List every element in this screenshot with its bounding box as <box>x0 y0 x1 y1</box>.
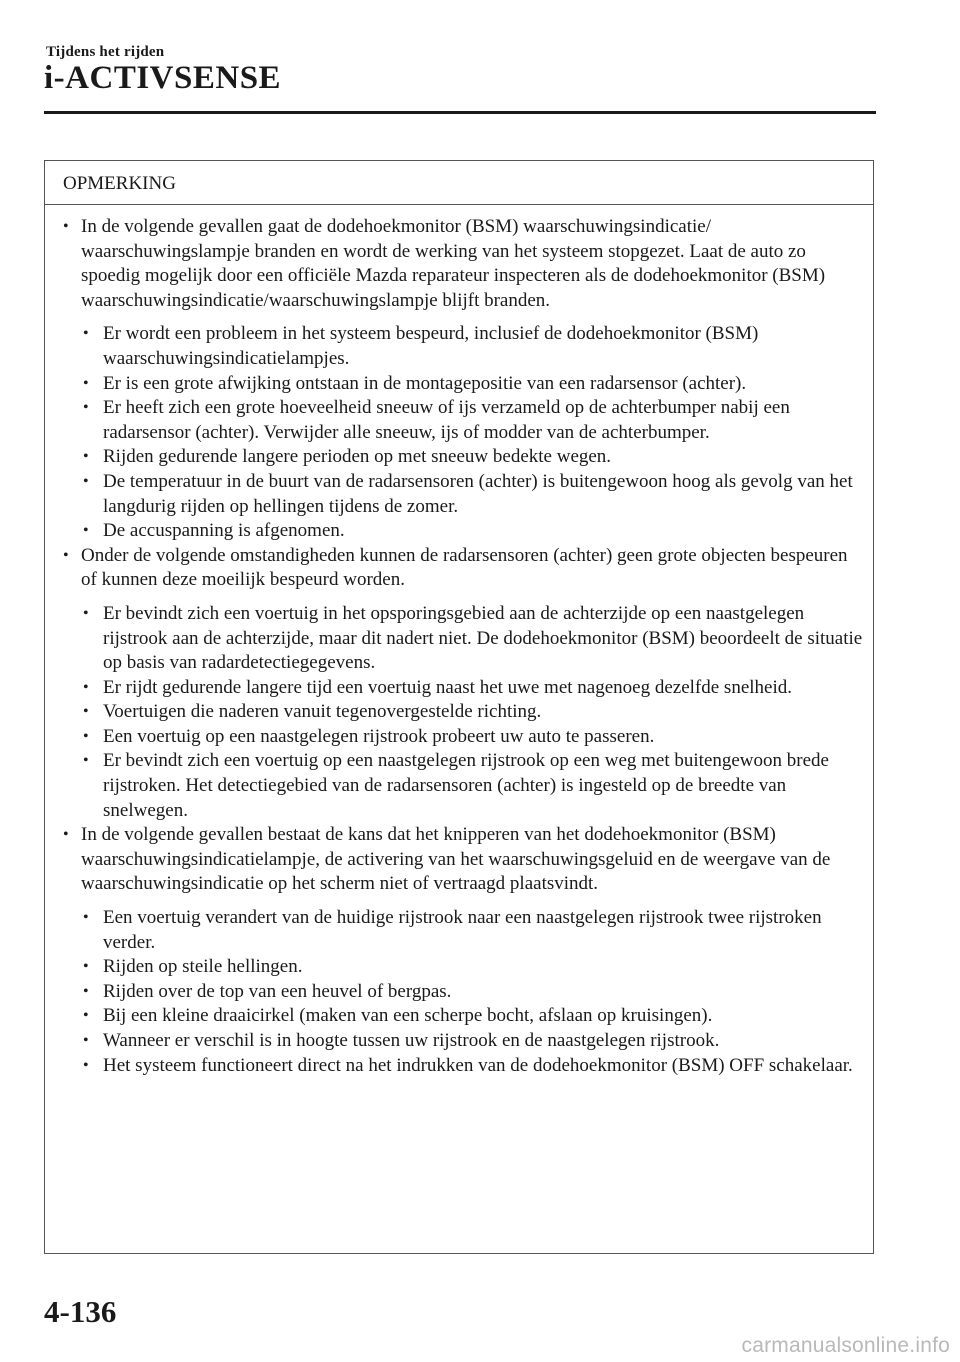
bullet-icon: • <box>83 325 89 343</box>
sub-list-item: • Er bevindt zich een voertuig op een naastgelegen rijstrook op een weg met buitengewoon brede rijstroken. Het detectiegebied van de radarsensoren (achter) is ingesteld op de breedte van snelwegen. <box>83 750 829 821</box>
note-heading: OPMERKING <box>45 161 873 205</box>
sub-list-item: • Rijden op steile hellingen. <box>83 955 863 980</box>
sub-list-item: • Rijden gedurende langere perioden op met sneeuw bedekte wegen. <box>83 445 863 470</box>
sub-list <box>63 602 863 823</box>
list-item-text: Onder de volgende omstandigheden kunnen de radarsensoren (achter) geen grote objecten bespeuren of kunnen deze moeilijk bespeurd worden. <box>81 544 848 591</box>
sub-list-item: • Er rijdt gedurende langere tijd een voertuig naast het uwe met nagenoeg dezelfde snelheid. <box>83 676 863 701</box>
sub-list-item: • Er is een grote afwijking ontstaan in de montagepositie van een radarsensor (achter). <box>83 372 863 397</box>
bullet-icon: • <box>83 703 89 721</box>
bullet-icon: • <box>63 826 69 844</box>
bullet-icon: • <box>83 1007 89 1025</box>
list-item <box>63 544 863 593</box>
list-item-text: In de volgende gevallen gaat de dodehoekmonitor (BSM) waarschuwingsindicatie/ waarschuwingslampje branden en wordt de werking van het systeem stopgezet. Laat de auto zo spoedig mogelijk door een officiële Mazda reparateur inspecteren als de dodehoekmonitor (BSM) waarschuwingsindicatie/waarschuwingslampje blijft branden. <box>81 216 826 311</box>
bullet-icon: • <box>83 1032 89 1049</box>
page-title: i-ACTIVSENSE <box>44 60 282 96</box>
sub-list-item: • Het systeem functioneert direct na het indrukken van de dodehoekmonitor (BSM) OFF schakelaar. <box>83 1054 863 1079</box>
note-box <box>44 160 874 1254</box>
bullet-icon: • <box>63 218 69 235</box>
bullet-icon: • <box>83 958 89 976</box>
sub-list-item: • Bij een kleine draaicirkel (maken van een scherpe bocht, afslaan op kruisingen). <box>83 1004 863 1029</box>
bullet-icon: • <box>83 399 89 417</box>
bullet-icon: • <box>83 982 89 1000</box>
sub-list-item: • Er bevindt zich een voertuig in het opsporingsgebied aan de achterzijde op een naastgelegen rijstrook aan de achterzijde, maar dit nadert niet. De dodehoekmonitor (BSM) beoordeelt de situatie op basis van radardetectiegegevens. <box>83 602 863 674</box>
sub-list-item: • De accuspanning is afgenomen. <box>83 519 863 544</box>
section-label: Tijdens het rijden <box>46 44 165 60</box>
title-rule <box>44 111 876 114</box>
list-item-text: In de volgende gevallen bestaat de kans dat het knipperen van het dodehoekmonitor (BSM) waarschuwingsindicatielampje, de activering van het waarschuwingsgeluid en de weergave van de waarschuwingsindicatie op het scherm niet of vertraagd plaatsvindt. <box>81 824 831 895</box>
sub-list-item: • Een voertuig verandert van de huidige rijstrook naar een naastgelegen rijstrook twee rijstroken verder. <box>83 907 822 953</box>
sub-list-item: • Een voertuig op een naastgelegen rijstrook probeert uw auto te passeren. <box>83 725 863 750</box>
bullet-icon: • <box>83 374 89 392</box>
note-body <box>45 205 873 1078</box>
bullet-icon: • <box>83 448 89 466</box>
watermark[interactable]: carmanualsonline.info <box>741 1334 950 1357</box>
sub-list-item: • Er wordt een probleem in het systeem bespeurd, inclusief de dodehoekmonitor (BSM) waarschuwingsindicatielampjes. <box>83 323 759 369</box>
sub-list-item: • Er heeft zich een grote hoeveelheid sneeuw of ijs verzameld op de achterbumper nabij een radarsensor (achter). Verwijder alle sneeuw, ijs of modder van de achterbumper. <box>83 397 790 443</box>
sub-list-item: • De temperatuur in de buurt van de radarsensoren (achter) is buitengewoon hoog als gevolg van het langdurig rijden op hellingen tijdens de zomer. <box>83 470 853 517</box>
bullet-icon: • <box>83 522 89 540</box>
page-number: 4-136 <box>44 1294 117 1329</box>
bullet-icon: • <box>83 678 89 696</box>
bullet-icon: • <box>83 472 89 490</box>
bullet-icon: • <box>83 752 89 770</box>
bullet-icon: • <box>63 546 69 564</box>
sub-list <box>63 906 863 1078</box>
list-item <box>63 215 863 313</box>
sub-list-item: • Rijden over de top van een heuvel of bergpas. <box>83 980 863 1005</box>
bullet-icon: • <box>83 1056 89 1074</box>
sub-list <box>63 322 863 543</box>
bullet-icon: • <box>83 909 89 927</box>
list-item <box>63 823 863 897</box>
bullet-icon: • <box>83 604 89 622</box>
sub-list-item: • Wanneer er verschil is in hoogte tussen uw rijstrook en de naastgelegen rijstrook. <box>83 1029 863 1054</box>
bullet-icon: • <box>83 727 89 745</box>
sub-list-item: • Voertuigen die naderen vanuit tegenovergestelde richting. <box>83 700 863 725</box>
